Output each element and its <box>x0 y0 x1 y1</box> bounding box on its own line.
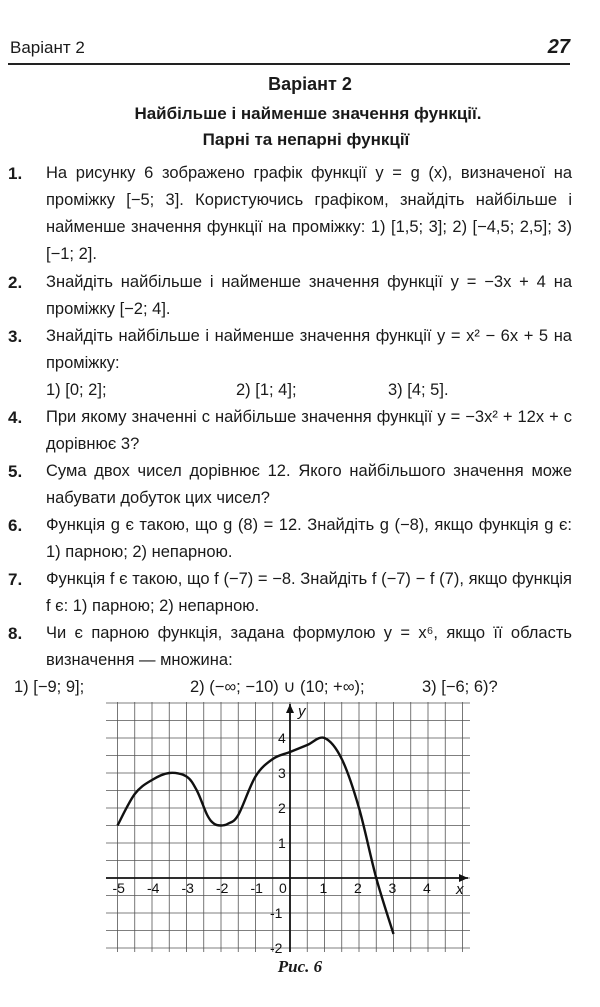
option-1: 1) [0; 2]; <box>46 381 107 399</box>
x-tick-label: 0 <box>279 880 287 896</box>
problem-number: 7. <box>8 570 23 589</box>
x-tick-label: 1 <box>319 880 328 896</box>
option-3: 3) [4; 5]. <box>388 381 449 399</box>
y-tick-label: 3 <box>278 765 286 781</box>
y-tick-label: 2 <box>278 800 286 816</box>
page-number: 27 <box>547 36 570 58</box>
problem-text: Сума двох чисел дорівнює 12. Якого найбільшого значення може набувати добуток цих чисел? <box>46 462 572 507</box>
header-rule <box>8 63 570 65</box>
x-tick-label: -2 <box>216 880 229 896</box>
x-tick-label: 2 <box>354 880 362 896</box>
variant-heading: Варіант 2 <box>268 74 352 94</box>
y-tick-label: -2 <box>270 940 283 954</box>
x-tick-label: -3 <box>181 880 194 896</box>
problem-number: 2. <box>8 273 23 292</box>
problem-number: 4. <box>8 408 23 427</box>
problem-number: 8. <box>8 624 23 643</box>
x-axis-label: x <box>456 881 464 898</box>
y-tick-label: 1 <box>278 835 286 851</box>
problem-options <box>46 377 572 404</box>
problem-5 <box>6 458 572 512</box>
running-head <box>8 36 570 64</box>
problem-4 <box>6 404 572 458</box>
problem-text: Знайдіть найбільше і найменше значення функції y = −3x + 4 на проміжку [−2; 4]. <box>46 273 572 318</box>
problem-text: Функція g є такою, що g (8) = 12. Знайдіть g (−8), якщо функція g є: 1) парною; 2) непарною. <box>46 516 572 561</box>
option-2: 2) [1; 4]; <box>236 381 297 399</box>
problem-7 <box>6 566 572 620</box>
y-tick-label: -1 <box>270 905 283 921</box>
problem-number: 1. <box>8 164 23 183</box>
problem-8 <box>6 620 572 701</box>
y-axis-arrow <box>286 704 294 713</box>
y-axis-label: y <box>298 703 306 720</box>
x-tick-label: 4 <box>423 880 431 896</box>
topic-heading-line2: Парні та непарні функції <box>202 130 410 149</box>
graph-svg <box>104 700 472 954</box>
problem-text: Чи є парною функція, задана формулою y = x⁶, якщо її область визначення — множина: <box>46 624 572 669</box>
option-1: 1) [−9; 9]; <box>14 678 85 696</box>
option-2: 2) (−∞; −10) ∪ (10; +∞); <box>190 678 365 696</box>
problem-text: Знайдіть найбільше і найменше значення функції y = x² − 6x + 5 на проміжку: <box>46 327 572 372</box>
problem-6 <box>6 512 572 566</box>
problem-number: 6. <box>8 516 23 535</box>
problem-options <box>6 674 572 701</box>
problem-number: 3. <box>8 327 23 346</box>
problem-text: Функція f є такою, що f (−7) = −8. Знайдіть f (−7) − f (7), якщо функція f є: 1) парною; 2) непарною. <box>46 570 572 615</box>
problem-number: 5. <box>8 462 23 481</box>
problem-1 <box>6 160 572 268</box>
x-tick-label: 3 <box>388 880 397 896</box>
x-tick-label: -4 <box>147 880 160 896</box>
x-tick-label: -1 <box>250 880 263 896</box>
option-3: 3) [−6; 6)? <box>422 678 498 696</box>
x-tick-label: -5 <box>112 880 125 896</box>
problem-text: На рисунку 6 зображено графік функції y = g (x), визначеної на проміжку [−5; 3]. Користуючись графіком, знайдіть найбільше і найменше значення функції на проміжку: 1) [1,5; 3]; 2) [−4,5; 2,5]; 3) [−1; 2]. <box>46 164 572 263</box>
topic-heading-line1: Найбільше і найменше значення функції. <box>134 104 482 123</box>
section-title: Варіант 2 <box>10 38 85 57</box>
function-graph <box>104 700 472 954</box>
problem-2 <box>6 269 572 323</box>
figure-caption: Рис. 6 <box>277 957 323 976</box>
problem-3 <box>6 323 572 404</box>
problem-text: При якому значенні c найбільше значення функції y = −3x² + 12x + c дорівнює 3? <box>46 408 572 453</box>
y-tick-label: 4 <box>278 730 286 746</box>
